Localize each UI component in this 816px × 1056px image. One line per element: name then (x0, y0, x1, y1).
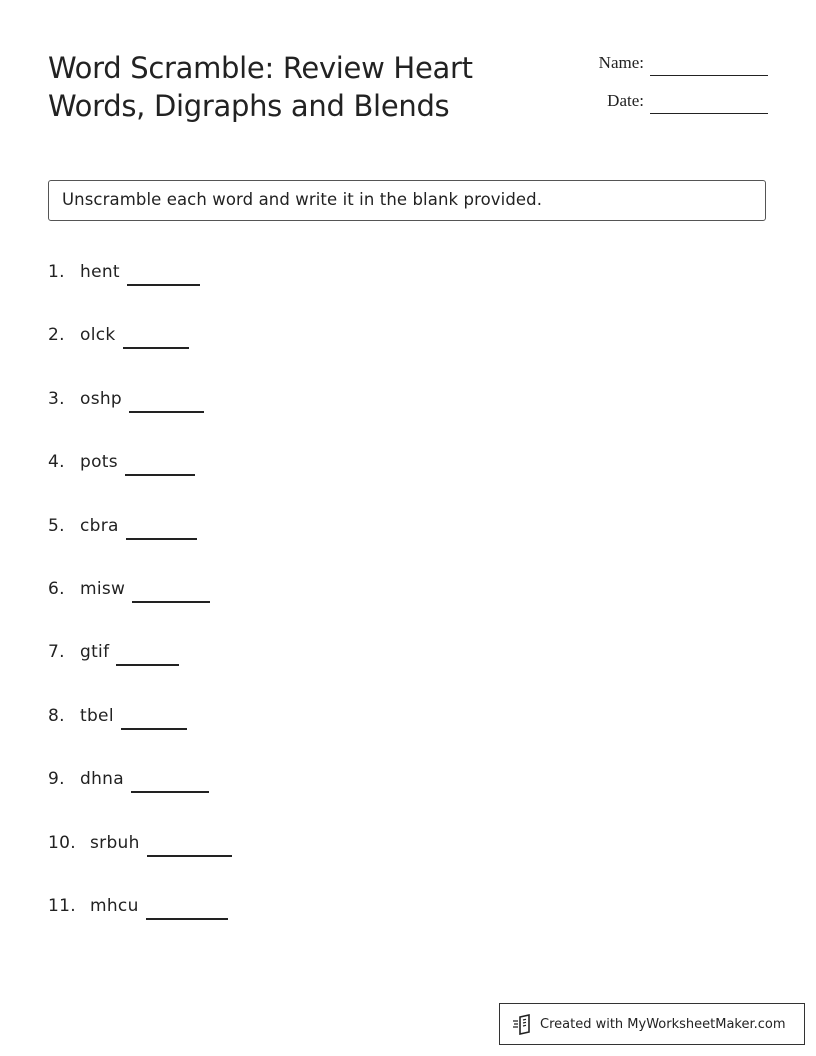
scrambled-word: cbra (80, 515, 119, 536)
question-number: 9. (48, 769, 65, 790)
date-field[interactable] (560, 88, 770, 126)
question-item (48, 769, 548, 832)
question-number: 7. (48, 642, 65, 663)
question-item (48, 262, 548, 325)
question-number: 6. (48, 578, 65, 599)
date-label: Date: (607, 91, 644, 110)
instructions-box: Unscramble each word and write it in the blank provided. (48, 180, 766, 221)
name-field[interactable] (560, 50, 770, 88)
answer-blank[interactable] (147, 833, 232, 857)
answer-blank[interactable] (126, 516, 197, 540)
question-number: 4. (48, 452, 65, 473)
answer-blank[interactable] (123, 325, 189, 349)
question-number: 10. (48, 832, 76, 853)
question-item (48, 642, 548, 705)
question-number: 5. (48, 515, 65, 536)
scrambled-word: dhna (80, 769, 124, 790)
student-info-fields (560, 50, 770, 126)
question-item (48, 452, 548, 515)
scrambled-word: gtif (80, 642, 110, 663)
question-number: 8. (48, 705, 65, 726)
scrambled-word: olck (80, 325, 116, 346)
answer-blank[interactable] (129, 389, 204, 413)
scrambled-word: misw (80, 578, 126, 599)
question-item (48, 325, 548, 388)
question-list (48, 262, 548, 959)
question-item (48, 896, 548, 959)
question-item (48, 706, 548, 769)
answer-blank[interactable] (121, 706, 187, 730)
scrambled-word: hent (80, 262, 120, 282)
answer-blank[interactable] (132, 579, 210, 603)
question-number: 2. (48, 325, 65, 346)
scrambled-word: oshp (80, 388, 123, 409)
scrambled-word: tbel (80, 705, 114, 726)
scrambled-word: pots (80, 452, 118, 473)
question-number: 3. (48, 388, 65, 409)
scrambled-word: mhcu (90, 895, 139, 916)
created-with-badge[interactable] (499, 1003, 805, 1045)
worksheet-title (48, 49, 568, 125)
name-label: Name: (598, 53, 644, 72)
answer-blank[interactable] (125, 452, 195, 476)
date-blank[interactable] (650, 113, 768, 114)
title-line-2: Words, Digraphs and Blends (48, 89, 450, 123)
worksheet-maker-logo-icon (512, 1013, 534, 1035)
answer-blank[interactable] (116, 642, 179, 666)
question-item (48, 579, 548, 642)
answer-blank[interactable] (131, 769, 209, 793)
scrambled-word: srbuh (90, 832, 140, 853)
question-item (48, 516, 548, 579)
question-number: 1. (48, 262, 65, 282)
question-item (48, 389, 548, 452)
name-blank[interactable] (650, 75, 768, 76)
question-item (48, 833, 548, 896)
title-line-1: Word Scramble: Review Heart (48, 51, 473, 85)
answer-blank[interactable] (146, 896, 228, 920)
question-number: 11. (48, 895, 76, 916)
answer-blank[interactable] (127, 262, 200, 286)
footer-text: Created with MyWorksheetMaker.com (540, 1016, 786, 1032)
